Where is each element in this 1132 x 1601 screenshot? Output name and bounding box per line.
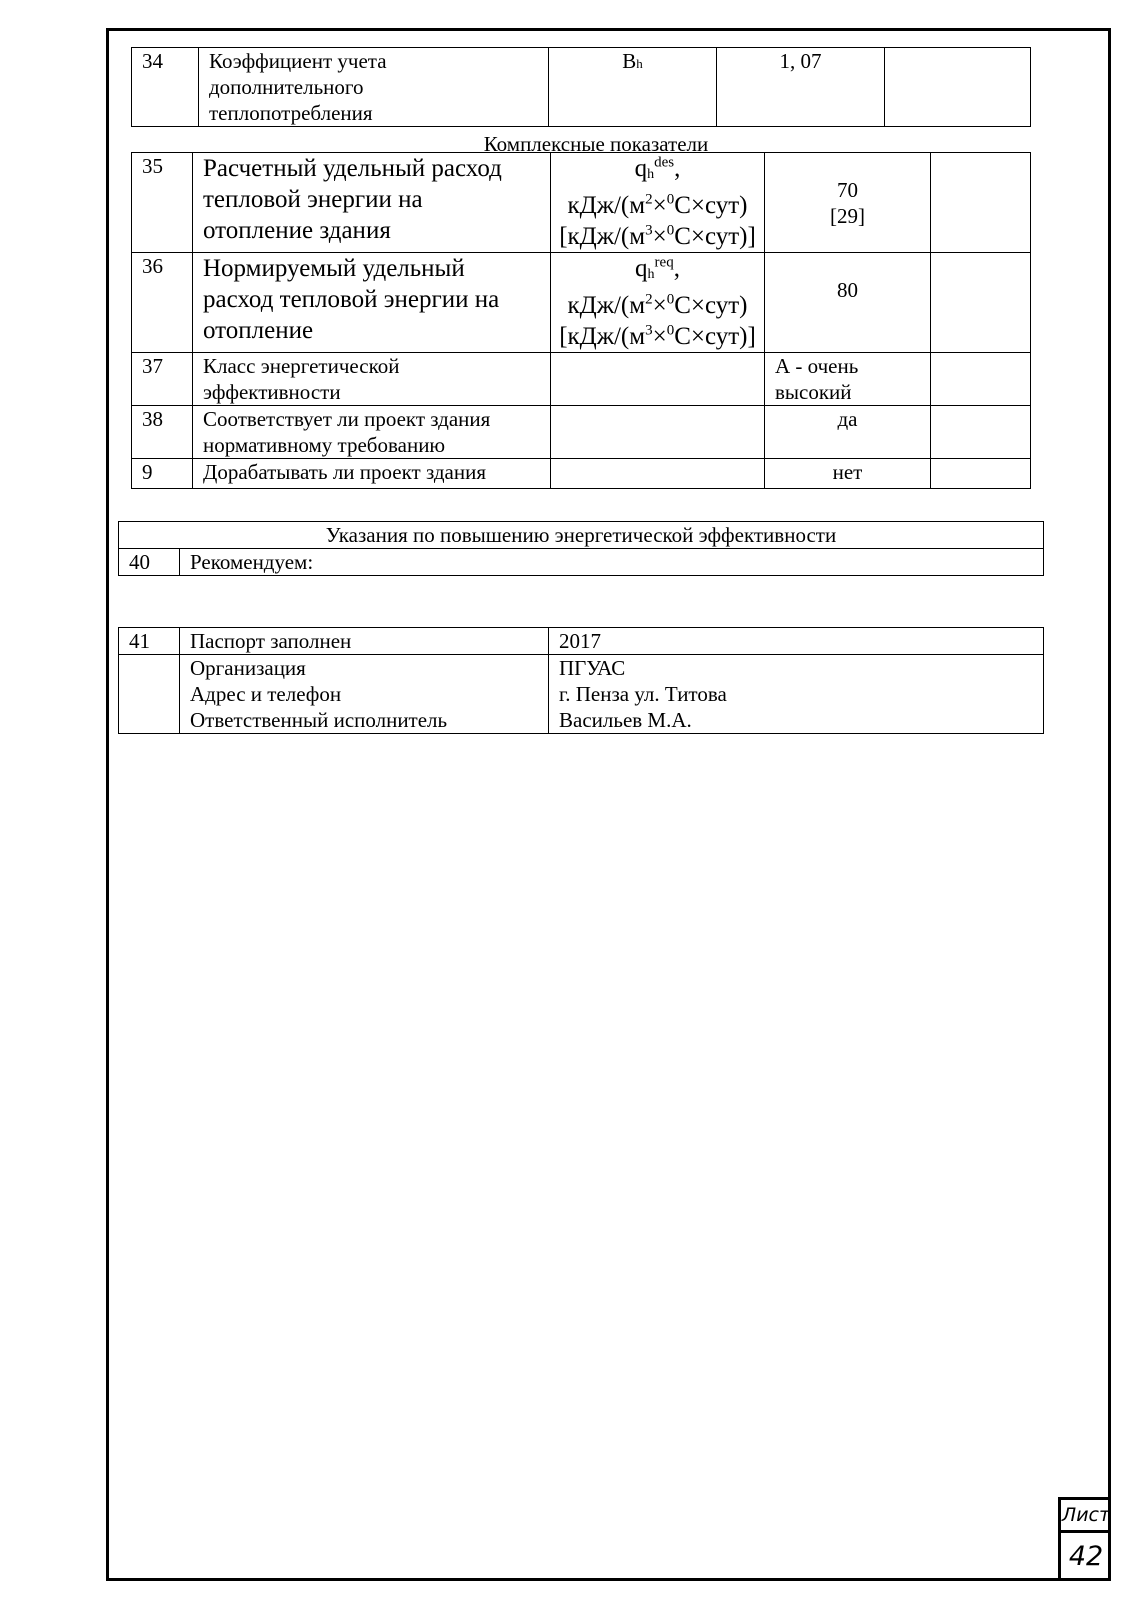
passport-labels: Организация Адрес и телефон Ответственный исполнитель <box>180 655 549 734</box>
parameter-name: Соответствует ли проект здания нормативному требованию <box>193 406 551 459</box>
parameter-value: 70 [29] <box>765 153 931 253</box>
recommendations-table <box>118 521 1044 576</box>
parameter-name: Коэффициент учета дополнительного теплопотребления <box>199 48 549 127</box>
table-row <box>119 628 1044 655</box>
row-number: 41 <box>119 628 180 655</box>
parameter-symbol <box>551 459 765 489</box>
table-row <box>132 253 1031 353</box>
sheet-stamp <box>1058 1497 1111 1581</box>
parameter-note <box>931 406 1031 459</box>
row-number: 36 <box>132 253 193 353</box>
parameter-name: Дорабатывать ли проект здания <box>193 459 551 489</box>
parameter-value: 1, 07 <box>717 48 885 127</box>
table-row <box>132 153 1031 253</box>
parameter-value: да <box>765 406 931 459</box>
parameter-value: 80 <box>765 253 931 353</box>
recommendation-text: Рекомендуем: <box>180 549 1044 576</box>
section-caption: Комплексные показатели <box>483 132 709 156</box>
parameter-note <box>931 153 1031 253</box>
row-number: 40 <box>119 549 180 576</box>
table-row <box>132 406 1031 459</box>
sheet-label: Лист <box>1061 1500 1111 1533</box>
table-row <box>119 655 1044 734</box>
row-number: 35 <box>132 153 193 253</box>
passport-table <box>118 627 1044 734</box>
table-row <box>119 549 1044 576</box>
passport-label: Паспорт заполнен <box>180 628 549 655</box>
row-number <box>119 655 180 734</box>
parameter-symbol <box>551 353 765 406</box>
row-number: 9 <box>132 459 193 489</box>
row-number: 38 <box>132 406 193 459</box>
parameter-note <box>931 353 1031 406</box>
table-row <box>132 459 1031 489</box>
row-number: 37 <box>132 353 193 406</box>
complex-indicators-table <box>131 152 1031 489</box>
parameter-note <box>885 48 1031 127</box>
parameter-symbol: Bh <box>549 48 717 127</box>
parameter-symbol <box>551 406 765 459</box>
parameter-name: Класс энергетической эффективности <box>193 353 551 406</box>
parameter-value: А - очень высокий <box>765 353 931 406</box>
parameter-symbol: $qh^{des}$, кДж/$(м^2\times^0C\times сут)$ $[кДж/(м^3\times^0C\times сут)]$ <box>551 153 765 253</box>
sheet-number: 42 <box>1068 1541 1104 1572</box>
table-row <box>132 353 1031 406</box>
passport-values: ПГУАС г. Пенза ул. Титова Васильев М.А. <box>549 655 1044 734</box>
parameter-note <box>931 459 1031 489</box>
parameter-note <box>931 253 1031 353</box>
table-row-34 <box>131 47 1031 127</box>
row-number: 34 <box>132 48 199 127</box>
parameter-value: нет <box>765 459 931 489</box>
parameter-name: Нормируемый удельный расход тепловой энергии на отопление <box>193 253 551 353</box>
parameter-symbol: $qh^{req}$, кДж/$(м^2\times^0C\times сут)$ $[кДж/(м^3\times^0C\times сут)]$ <box>551 253 765 353</box>
passport-year: 2017 <box>549 628 1044 655</box>
parameter-name: Расчетный удельный расход тепловой энергии на отопление здания <box>193 153 551 253</box>
recommendations-header: Указания по повышению энергетической эффективности <box>119 522 1044 549</box>
